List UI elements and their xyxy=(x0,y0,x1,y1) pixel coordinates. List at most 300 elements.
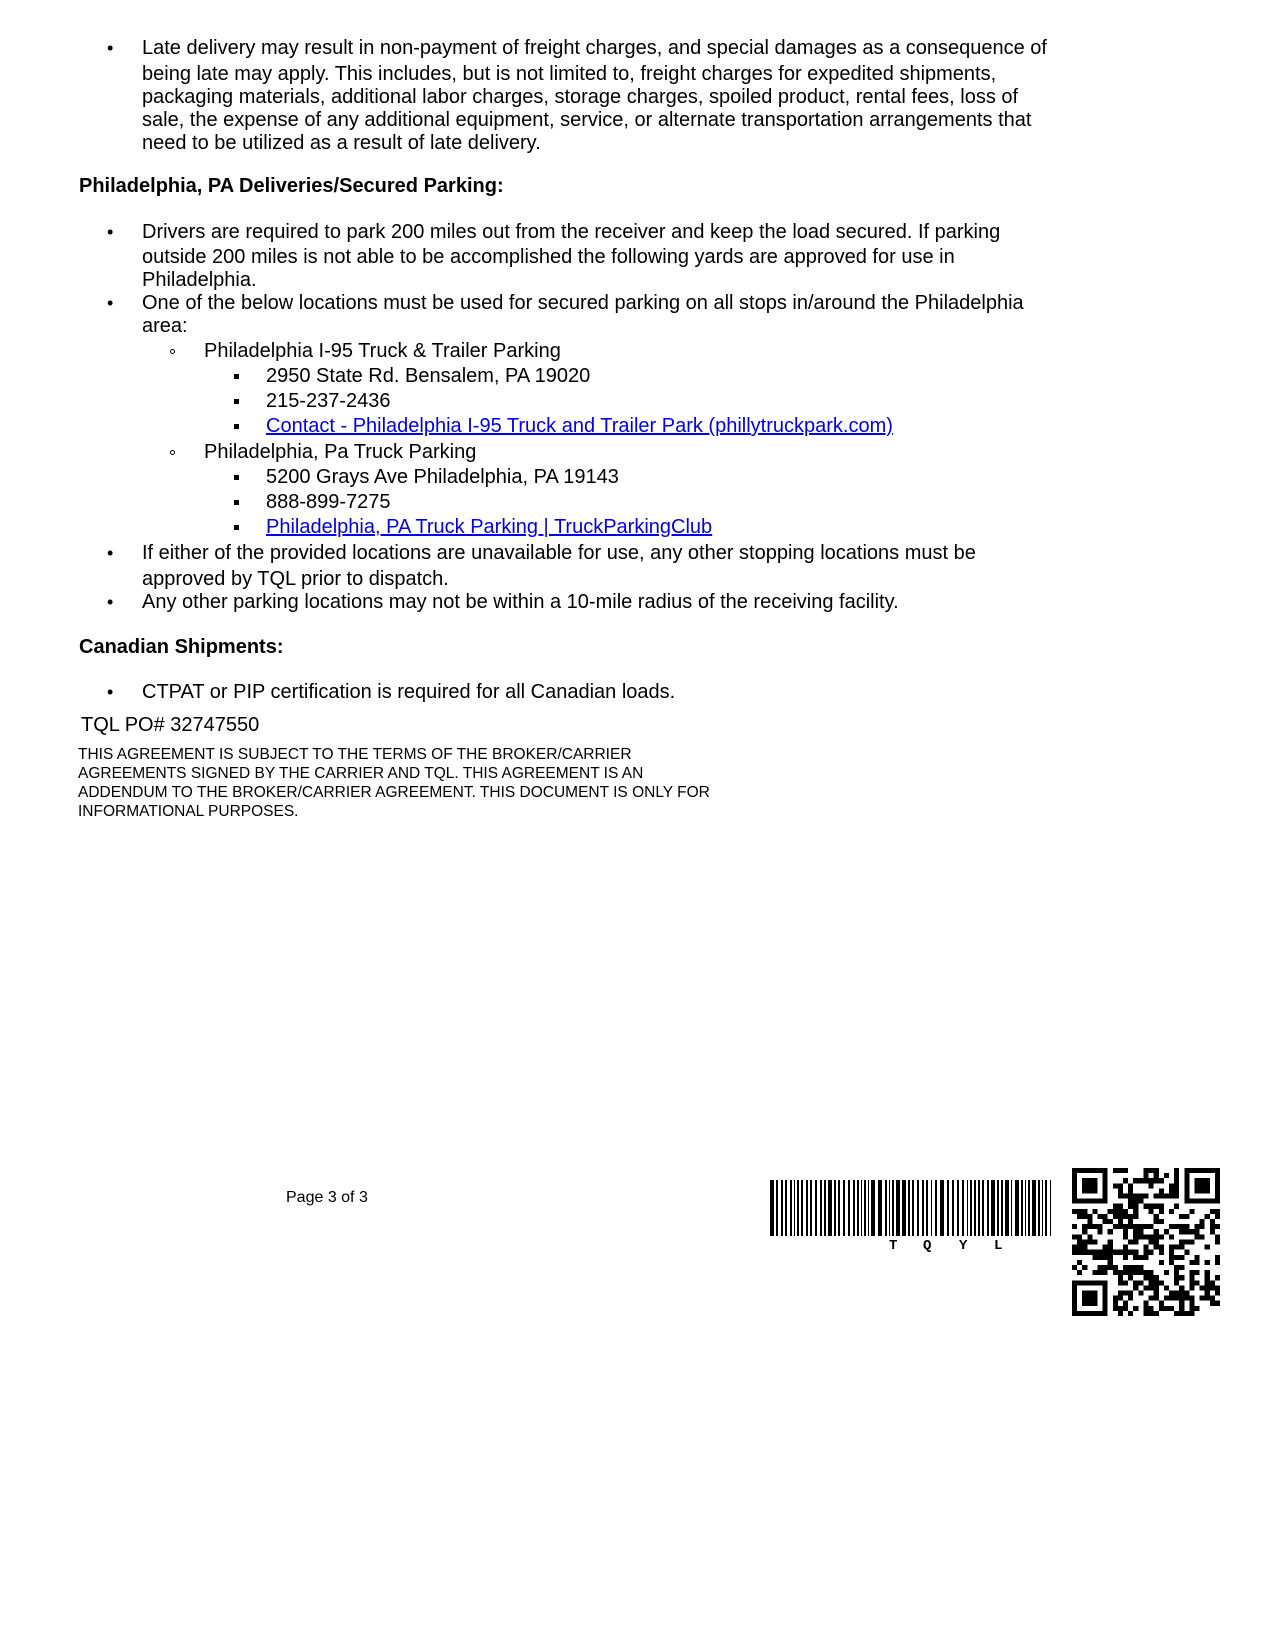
sub-sub-bullet-square xyxy=(234,399,239,404)
qr-module xyxy=(1184,1173,1189,1178)
qr-module xyxy=(1092,1296,1097,1301)
qr-module xyxy=(1128,1250,1133,1255)
qr-module xyxy=(1194,1280,1199,1285)
qr-module xyxy=(1194,1224,1199,1229)
philly-bullet2-line: One of the below locations must be used for secured parking on all stops in/around the Philadelphia xyxy=(142,292,1024,314)
qr-module xyxy=(1143,1255,1148,1260)
qr-module xyxy=(1082,1245,1087,1250)
bullet-dot: • xyxy=(107,543,114,563)
barcode-bar xyxy=(978,1180,980,1236)
qr-module xyxy=(1098,1168,1103,1173)
barcode-bar xyxy=(1042,1180,1043,1236)
qr-module xyxy=(1154,1229,1159,1234)
barcode-bar xyxy=(885,1180,887,1236)
qr-module xyxy=(1200,1219,1205,1224)
qr-module xyxy=(1123,1265,1128,1270)
qr-module xyxy=(1092,1250,1097,1255)
qr-module xyxy=(1215,1178,1220,1183)
qr-module xyxy=(1179,1290,1184,1295)
location2-address: 5200 Grays Ave Philadelphia, PA 19143 xyxy=(266,466,619,488)
qr-module xyxy=(1205,1260,1210,1265)
qr-module xyxy=(1087,1234,1092,1239)
qr-module xyxy=(1098,1265,1103,1270)
qr-module xyxy=(1200,1199,1205,1204)
location2-name: Philadelphia, Pa Truck Parking xyxy=(204,441,477,463)
qr-module xyxy=(1179,1265,1184,1270)
qr-module xyxy=(1184,1214,1189,1219)
qr-module xyxy=(1082,1183,1087,1188)
qr-module xyxy=(1098,1250,1103,1255)
qr-module xyxy=(1072,1245,1077,1250)
qr-module xyxy=(1087,1168,1092,1173)
qr-module xyxy=(1103,1285,1108,1290)
qr-module xyxy=(1159,1204,1164,1209)
qr-module xyxy=(1103,1214,1108,1219)
barcode-bar xyxy=(853,1180,855,1236)
bullet-dot: • xyxy=(107,38,114,58)
qr-module xyxy=(1169,1224,1174,1229)
qr-module xyxy=(1210,1229,1215,1234)
qr-module xyxy=(1103,1178,1108,1183)
barcode-bar xyxy=(828,1180,832,1236)
qr-module xyxy=(1123,1245,1128,1250)
qr-module xyxy=(1123,1234,1128,1239)
qr-module xyxy=(1108,1255,1113,1260)
philly-bullet1-line: Philadelphia. xyxy=(142,269,257,291)
qr-module xyxy=(1159,1234,1164,1239)
qr-module xyxy=(1149,1178,1154,1183)
qr-module xyxy=(1103,1301,1108,1306)
barcode-bar xyxy=(838,1180,840,1236)
qr-module xyxy=(1087,1219,1092,1224)
qr-module xyxy=(1149,1234,1154,1239)
barcode-bar xyxy=(908,1180,910,1236)
qr-module xyxy=(1072,1250,1077,1255)
qr-module xyxy=(1087,1250,1092,1255)
qr-module xyxy=(1154,1168,1159,1173)
qr-module xyxy=(1098,1229,1103,1234)
sub-sub-bullet-square xyxy=(234,374,239,379)
qr-module xyxy=(1149,1275,1154,1280)
barcode-bar xyxy=(967,1180,968,1236)
location1-name: Philadelphia I-95 Truck & Trailer Parking xyxy=(204,340,561,362)
qr-module xyxy=(1174,1183,1179,1188)
barcode-bar xyxy=(864,1180,866,1236)
qr-module xyxy=(1133,1270,1138,1275)
qr-module xyxy=(1149,1285,1154,1290)
qr-module xyxy=(1118,1270,1123,1275)
qr-module xyxy=(1143,1194,1148,1199)
barcode-letter: L xyxy=(994,1238,1003,1254)
qr-module xyxy=(1154,1245,1159,1250)
qr-module xyxy=(1215,1183,1220,1188)
philly-bullet3-line: approved by TQL prior to dispatch. xyxy=(142,568,449,590)
qr-module xyxy=(1087,1188,1092,1193)
barcode-bar xyxy=(892,1180,894,1236)
qr-module xyxy=(1200,1234,1205,1239)
qr-module xyxy=(1087,1301,1092,1306)
qr-module xyxy=(1087,1290,1092,1295)
barcode-letter: Q xyxy=(923,1238,932,1254)
barcode-bar xyxy=(806,1180,808,1236)
qr-module xyxy=(1113,1250,1118,1255)
barcode-bar xyxy=(848,1180,850,1236)
barcode-bar xyxy=(1050,1180,1051,1236)
late-delivery-line: packaging materials, additional labor charges, storage charges, spoiled product, rental fees, loss of xyxy=(142,86,1019,108)
qr-module xyxy=(1143,1234,1148,1239)
qr-module xyxy=(1128,1224,1133,1229)
qr-module xyxy=(1189,1306,1194,1311)
qr-module xyxy=(1205,1214,1210,1219)
disclaimer-line: INFORMATIONAL PURPOSES. xyxy=(78,803,299,820)
qr-module xyxy=(1143,1224,1148,1229)
barcode-bar xyxy=(781,1180,783,1236)
qr-module xyxy=(1128,1183,1133,1188)
qr-module xyxy=(1113,1301,1118,1306)
qr-module xyxy=(1118,1209,1123,1214)
sub-sub-bullet-square xyxy=(234,500,239,505)
location1-link[interactable]: Contact - Philadelphia I-95 Truck and Trailer Park (phillytruckpark.com) xyxy=(266,415,893,437)
qr-module xyxy=(1082,1311,1087,1316)
qr-module xyxy=(1087,1214,1092,1219)
qr-module xyxy=(1159,1306,1164,1311)
qr-module xyxy=(1128,1290,1133,1295)
qr-module xyxy=(1159,1219,1164,1224)
barcode-bar xyxy=(868,1180,869,1236)
barcode-bar xyxy=(794,1180,795,1236)
qr-module xyxy=(1159,1260,1164,1265)
barcode-bar xyxy=(1028,1180,1030,1236)
qr-module xyxy=(1098,1224,1103,1229)
qr-module xyxy=(1205,1245,1210,1250)
qr-module xyxy=(1194,1188,1199,1193)
po-number: TQL PO# 32747550 xyxy=(81,714,260,736)
qr-module xyxy=(1169,1260,1174,1265)
qr-module xyxy=(1205,1275,1210,1280)
qr-module xyxy=(1123,1270,1128,1275)
barcode-image xyxy=(770,1180,1055,1236)
qr-module xyxy=(1118,1311,1123,1316)
qr-module xyxy=(1154,1296,1159,1301)
qr-module xyxy=(1072,1306,1077,1311)
qr-module xyxy=(1128,1199,1133,1204)
qr-module xyxy=(1087,1239,1092,1244)
qr-module xyxy=(1133,1214,1138,1219)
qr-module xyxy=(1128,1214,1133,1219)
qr-module xyxy=(1098,1270,1103,1275)
qr-module xyxy=(1154,1311,1159,1316)
qr-module xyxy=(1103,1311,1108,1316)
qr-module xyxy=(1164,1306,1169,1311)
barcode-bar xyxy=(922,1180,924,1236)
qr-module xyxy=(1138,1199,1143,1204)
qr-module xyxy=(1072,1199,1077,1204)
qr-module xyxy=(1215,1260,1220,1265)
barcode-bar xyxy=(991,1180,995,1236)
qr-module xyxy=(1092,1209,1097,1214)
qr-module xyxy=(1169,1188,1174,1193)
qr-module xyxy=(1174,1280,1179,1285)
qr-module xyxy=(1133,1265,1138,1270)
qr-module xyxy=(1103,1245,1108,1250)
qr-module xyxy=(1189,1229,1194,1234)
qr-module xyxy=(1123,1250,1128,1255)
qr-module xyxy=(1154,1234,1159,1239)
qr-module xyxy=(1184,1250,1189,1255)
qr-module xyxy=(1072,1234,1077,1239)
barcode-bar xyxy=(1045,1180,1047,1236)
barcode-bar xyxy=(952,1180,954,1236)
qr-module xyxy=(1189,1301,1194,1306)
qr-module xyxy=(1143,1250,1148,1255)
qr-module xyxy=(1087,1183,1092,1188)
barcode-bar xyxy=(790,1180,792,1236)
qr-module xyxy=(1082,1239,1087,1244)
qr-module xyxy=(1205,1178,1210,1183)
qr-module xyxy=(1133,1255,1138,1260)
qr-module xyxy=(1154,1173,1159,1178)
canadian-heading: Canadian Shipments: xyxy=(79,636,284,658)
qr-module xyxy=(1143,1306,1148,1311)
barcode-bar xyxy=(1001,1180,1003,1236)
qr-module xyxy=(1189,1239,1194,1244)
barcode-bar xyxy=(1005,1180,1009,1236)
qr-module xyxy=(1118,1194,1123,1199)
barcode-bar xyxy=(797,1180,799,1236)
qr-module xyxy=(1159,1250,1164,1255)
qr-module xyxy=(1210,1219,1215,1224)
qr-module xyxy=(1128,1194,1133,1199)
qr-module xyxy=(1133,1199,1138,1204)
late-delivery-line: being late may apply. This includes, but is not limited to, freight charges for expedited shipments, xyxy=(142,63,997,85)
qr-module xyxy=(1072,1183,1077,1188)
barcode-bar xyxy=(1038,1180,1040,1236)
qr-module xyxy=(1205,1168,1210,1173)
qr-module xyxy=(1154,1204,1159,1209)
qr-module xyxy=(1103,1199,1108,1204)
qr-module xyxy=(1164,1194,1169,1199)
qr-module xyxy=(1179,1306,1184,1311)
qr-module xyxy=(1149,1270,1154,1275)
qr-module xyxy=(1179,1275,1184,1280)
qr-module xyxy=(1082,1250,1087,1255)
qr-module xyxy=(1072,1301,1077,1306)
qr-module xyxy=(1205,1280,1210,1285)
qr-module xyxy=(1133,1250,1138,1255)
qr-module xyxy=(1210,1209,1215,1214)
qr-module xyxy=(1179,1239,1184,1244)
qr-module xyxy=(1128,1239,1133,1244)
qr-module xyxy=(1118,1280,1123,1285)
qr-module xyxy=(1082,1280,1087,1285)
barcode-bar xyxy=(820,1180,822,1236)
qr-module xyxy=(1179,1224,1184,1229)
qr-module xyxy=(1103,1250,1108,1255)
bullet-dot: • xyxy=(107,293,114,313)
qr-module xyxy=(1210,1199,1215,1204)
qr-module xyxy=(1118,1275,1123,1280)
qr-module xyxy=(1143,1285,1148,1290)
qr-module xyxy=(1215,1214,1220,1219)
qr-module xyxy=(1174,1265,1179,1270)
qr-module xyxy=(1174,1168,1179,1173)
qr-module xyxy=(1215,1194,1220,1199)
qr-module xyxy=(1189,1275,1194,1280)
qr-module xyxy=(1184,1194,1189,1199)
qr-module xyxy=(1159,1245,1164,1250)
qr-module xyxy=(1108,1265,1113,1270)
qr-module xyxy=(1082,1199,1087,1204)
qr-module xyxy=(1215,1199,1220,1204)
qr-module xyxy=(1077,1270,1082,1275)
qr-module xyxy=(1179,1285,1184,1290)
sub-sub-bullet-square xyxy=(234,525,239,530)
qr-module xyxy=(1215,1275,1220,1280)
qr-module xyxy=(1149,1183,1154,1188)
qr-module xyxy=(1082,1168,1087,1173)
qr-module xyxy=(1138,1265,1143,1270)
qr-module xyxy=(1143,1311,1148,1316)
barcode-bar xyxy=(1021,1180,1023,1236)
qr-module xyxy=(1159,1188,1164,1193)
qr-module xyxy=(1092,1188,1097,1193)
qr-module xyxy=(1072,1188,1077,1193)
qr-module xyxy=(1087,1296,1092,1301)
qr-module xyxy=(1154,1275,1159,1280)
qr-module xyxy=(1113,1270,1118,1275)
barcode-bar xyxy=(947,1180,949,1236)
qr-module xyxy=(1164,1270,1169,1275)
qr-module xyxy=(1215,1255,1220,1260)
qr-module xyxy=(1133,1280,1138,1285)
qr-module xyxy=(1138,1234,1143,1239)
qr-module xyxy=(1118,1290,1123,1295)
qr-module xyxy=(1123,1224,1128,1229)
qr-module xyxy=(1087,1178,1092,1183)
qr-module xyxy=(1108,1239,1113,1244)
qr-module xyxy=(1138,1280,1143,1285)
qr-module xyxy=(1210,1168,1215,1173)
qr-module xyxy=(1143,1275,1148,1280)
barcode-bar xyxy=(974,1180,976,1236)
qr-module xyxy=(1184,1183,1189,1188)
qr-module xyxy=(1154,1290,1159,1295)
qr-module xyxy=(1179,1296,1184,1301)
qr-module xyxy=(1149,1239,1154,1244)
barcode-bar xyxy=(878,1180,882,1236)
qr-module xyxy=(1103,1296,1108,1301)
qr-module xyxy=(1159,1194,1164,1199)
philly-bullet1-line: Drivers are required to park 200 miles out from the receiver and keep the load secured. If parking xyxy=(142,221,1001,243)
location2-phone: 888-899-7275 xyxy=(266,491,391,513)
qr-module xyxy=(1092,1280,1097,1285)
barcode-bar xyxy=(801,1180,803,1236)
sub-bullet-circle xyxy=(170,450,175,455)
qr-module xyxy=(1174,1173,1179,1178)
qr-module xyxy=(1077,1239,1082,1244)
qr-module xyxy=(1113,1306,1118,1311)
qr-module xyxy=(1123,1168,1128,1173)
qr-module xyxy=(1077,1234,1082,1239)
qr-module xyxy=(1103,1173,1108,1178)
qr-module xyxy=(1184,1178,1189,1183)
qr-module xyxy=(1200,1224,1205,1229)
qr-module xyxy=(1154,1285,1159,1290)
barcode-bar xyxy=(1015,1180,1019,1236)
qr-module xyxy=(1128,1311,1133,1316)
sub-sub-bullet-square xyxy=(234,424,239,429)
qr-module xyxy=(1128,1270,1133,1275)
qr-module xyxy=(1174,1188,1179,1193)
barcode-bar xyxy=(889,1180,890,1236)
qr-module xyxy=(1174,1270,1179,1275)
qr-module xyxy=(1189,1260,1194,1265)
qr-module xyxy=(1108,1229,1113,1234)
qr-module xyxy=(1210,1301,1215,1306)
barcode-bar xyxy=(815,1180,817,1236)
bullet-dot: • xyxy=(107,222,114,242)
disclaimer-line: AGREEMENTS SIGNED BY THE CARRIER AND TQL. THIS AGREEMENT IS AN xyxy=(78,765,644,782)
qr-module xyxy=(1092,1178,1097,1183)
qr-module xyxy=(1123,1280,1128,1285)
qr-module xyxy=(1184,1199,1189,1204)
qr-module xyxy=(1123,1229,1128,1234)
qr-module xyxy=(1098,1255,1103,1260)
sub-sub-bullet-square xyxy=(234,475,239,480)
qr-module xyxy=(1072,1209,1077,1214)
qr-module xyxy=(1103,1183,1108,1188)
qr-module xyxy=(1082,1301,1087,1306)
qr-module xyxy=(1108,1250,1113,1255)
barcode-bar xyxy=(982,1180,984,1236)
qr-module xyxy=(1200,1183,1205,1188)
qr-module xyxy=(1179,1255,1184,1260)
qr-module xyxy=(1103,1265,1108,1270)
qr-module xyxy=(1169,1250,1174,1255)
qr-module xyxy=(1174,1245,1179,1250)
canadian-bullet1: CTPAT or PIP certification is required for all Canadian loads. xyxy=(142,681,676,703)
qr-module xyxy=(1169,1245,1174,1250)
qr-module xyxy=(1072,1311,1077,1316)
qr-module xyxy=(1184,1290,1189,1295)
bullet-dot: • xyxy=(107,592,114,612)
qr-module xyxy=(1143,1204,1148,1209)
qr-module xyxy=(1103,1219,1108,1224)
qr-module xyxy=(1103,1280,1108,1285)
qr-module xyxy=(1113,1214,1118,1219)
qr-module xyxy=(1210,1285,1215,1290)
qr-module xyxy=(1159,1301,1164,1306)
qr-module xyxy=(1138,1270,1143,1275)
qr-module xyxy=(1113,1296,1118,1301)
qr-module xyxy=(1123,1178,1128,1183)
qr-module xyxy=(1123,1290,1128,1295)
qr-module xyxy=(1092,1301,1097,1306)
qr-module xyxy=(1113,1204,1118,1209)
qr-module xyxy=(1205,1270,1210,1275)
qr-module xyxy=(1179,1229,1184,1234)
qr-module xyxy=(1154,1239,1159,1244)
location2-link[interactable]: Philadelphia, PA Truck Parking | TruckParkingClub xyxy=(266,516,713,538)
qr-module xyxy=(1143,1168,1148,1173)
qr-module xyxy=(1143,1301,1148,1306)
qr-module xyxy=(1077,1168,1082,1173)
qr-module xyxy=(1092,1311,1097,1316)
qr-module xyxy=(1103,1168,1108,1173)
qr-module xyxy=(1108,1209,1113,1214)
barcode-bar xyxy=(861,1180,862,1236)
late-delivery-line: Late delivery may result in non-payment of freight charges, and special damages as a consequence of xyxy=(142,37,1047,59)
